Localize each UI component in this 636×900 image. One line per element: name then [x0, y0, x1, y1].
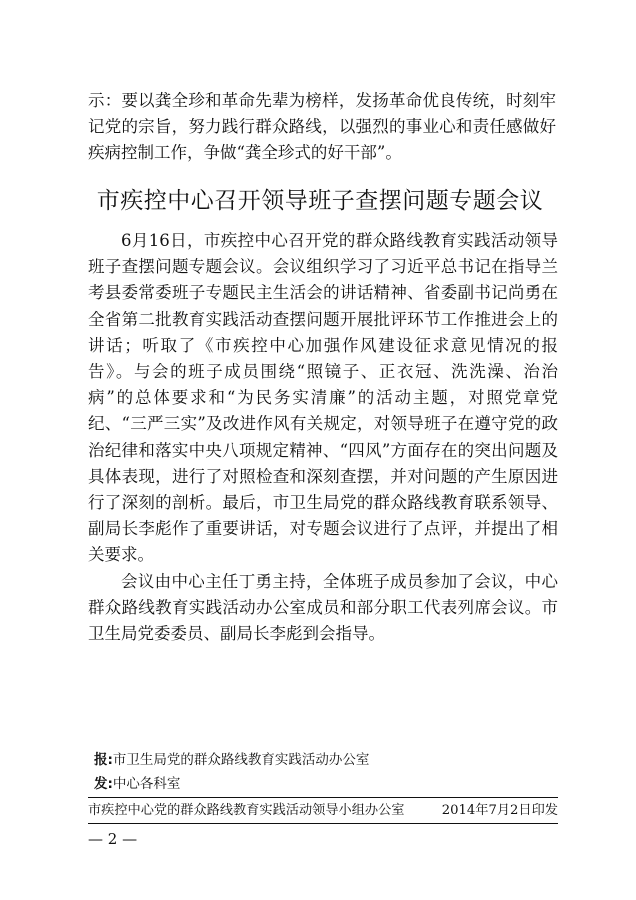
- report-label: 报:: [94, 752, 113, 768]
- article-paragraph: 会议由中心主任丁勇主持，全体班子成员参加了会议，中心群众路线教育实践活动办公室成员和部分职工代表列席会议。市卫生局党委委员、副局长李彪到会指导。: [88, 571, 558, 644]
- distribution-block: [88, 748, 558, 796]
- page-number: — 2 —: [88, 830, 138, 848]
- issuer-top-divider: [88, 797, 558, 798]
- article-title: 市疾控中心召开领导班子查摆问题专题会议: [96, 188, 544, 214]
- issuer-name: 市疾控中心党的群众路线教育实践活动领导小组办公室: [88, 803, 405, 818]
- article-body: [88, 228, 558, 647]
- article-paragraph: 6月16日，市疾控中心召开党的群众路线教育实践活动领导班子查摆问题专题会议。会议组织学习了习近平总书记在指导兰考县委常委班子专题民主生活会的讲话精神、省委副书记尚勇在全省第二批教育实践活动查摆问题开展批评环节工作推进会上的讲话；听取了《市疾控中心加强作风建设征求意见情况的报告》。与会的班子成员围绕“照镜子、正衣冠、洗洗澡、治治病”的总体要求和“为民务实清廉”的活动主题，对照党章党纪、“三严三实”及改进作风有关规定，对领导班子在遵守党的政治纪律和落实中央八项规定精神、“四风”方面存在的突出问题及具体表现，进行了对照检查和深刻查摆，并对问题的产生原因进行了深刻的剖析。最后，市卫生局党的群众路线教育联系领导、副局长李彪作了重要讲话，对专题会议进行了点评，并提出了相关要求。: [88, 231, 558, 565]
- send-to-line: [88, 772, 558, 796]
- send-recipient: 中心各科室: [112, 776, 181, 792]
- send-label: 发:: [94, 776, 113, 792]
- report-recipient: 市卫生局党的群众路线教育实践活动办公室: [112, 752, 370, 768]
- issuer-line: [88, 801, 558, 821]
- issue-date: 2014年7月2日印发: [441, 803, 558, 818]
- report-to-line: [88, 748, 558, 772]
- continuation-paragraph: 示：要以龚全珍和革命先辈为榜样，发扬革命优良传统，时刻牢记党的宗旨，努力践行群众路线，以强烈的事业心和责任感做好疾病控制工作，争做“龚全珍式的好干部”。: [88, 91, 556, 162]
- issuer-bottom-divider: [88, 823, 558, 824]
